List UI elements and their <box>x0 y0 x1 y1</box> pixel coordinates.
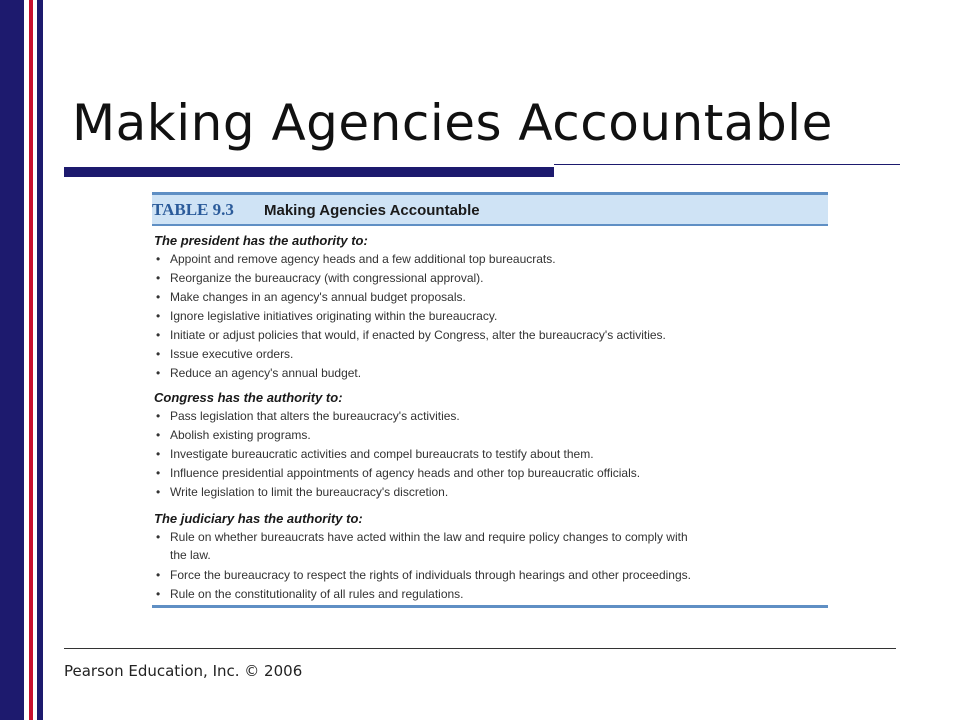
table-title: Making Agencies Accountable <box>264 202 480 219</box>
list-item: • Write legislation to limit the bureaucracy's discretion. <box>156 485 449 499</box>
list-item: • Appoint and remove agency heads and a few additional top bureaucrats. <box>156 252 556 266</box>
list-item: • Issue executive orders. <box>156 347 294 361</box>
slide-title: Making Agencies Accountable <box>72 94 833 152</box>
list-item: • Ignore legislative initiatives originating within the bureaucracy. <box>156 309 498 323</box>
section-heading-congress: Congress has the authority to: <box>154 390 343 405</box>
accountability-table <box>152 192 828 610</box>
list-item: • Reduce an agency's annual budget. <box>156 366 362 380</box>
title-underline-rule <box>554 164 900 165</box>
table-number: TABLE 9.3 <box>152 200 234 219</box>
left-stripe-navy-2 <box>37 0 43 720</box>
left-stripe-navy <box>0 0 24 720</box>
list-item: • Make changes in an agency's annual budget proposals. <box>156 290 466 304</box>
list-item: • Reorganize the bureaucracy (with congressional approval). <box>156 271 484 285</box>
list-item: • Influence presidential appointments of agency heads and other top bureaucratic officials. <box>156 466 641 480</box>
table-bottom-rule <box>152 605 828 608</box>
section-heading-president: The president has the authority to: <box>154 233 368 248</box>
list-item: • Abolish existing programs. <box>156 428 311 442</box>
list-item: • Initiate or adjust policies that would, if enacted by Congress, alter the bureaucracy's activities. <box>156 328 666 342</box>
list-item-continuation: the law. <box>170 548 211 562</box>
list-item: • Investigate bureaucratic activities and compel bureaucrats to testify about them. <box>156 447 594 461</box>
list-item: • Rule on the constitutionality of all rules and regulations. <box>156 587 464 601</box>
list-item: • Pass legislation that alters the bureaucracy's activities. <box>156 409 460 423</box>
section-heading-judiciary: The judiciary has the authority to: <box>154 511 363 526</box>
list-item: • Force the bureaucracy to respect the rights of individuals through hearings and other proceedings. <box>156 568 691 582</box>
title-underline-bar <box>64 167 554 177</box>
list-item: • Rule on whether bureaucrats have acted within the law and require policy changes to comply with <box>156 530 688 544</box>
table-header <box>152 192 828 226</box>
footer-rule <box>64 648 896 649</box>
footer-copyright: Pearson Education, Inc. © 2006 <box>64 662 303 680</box>
